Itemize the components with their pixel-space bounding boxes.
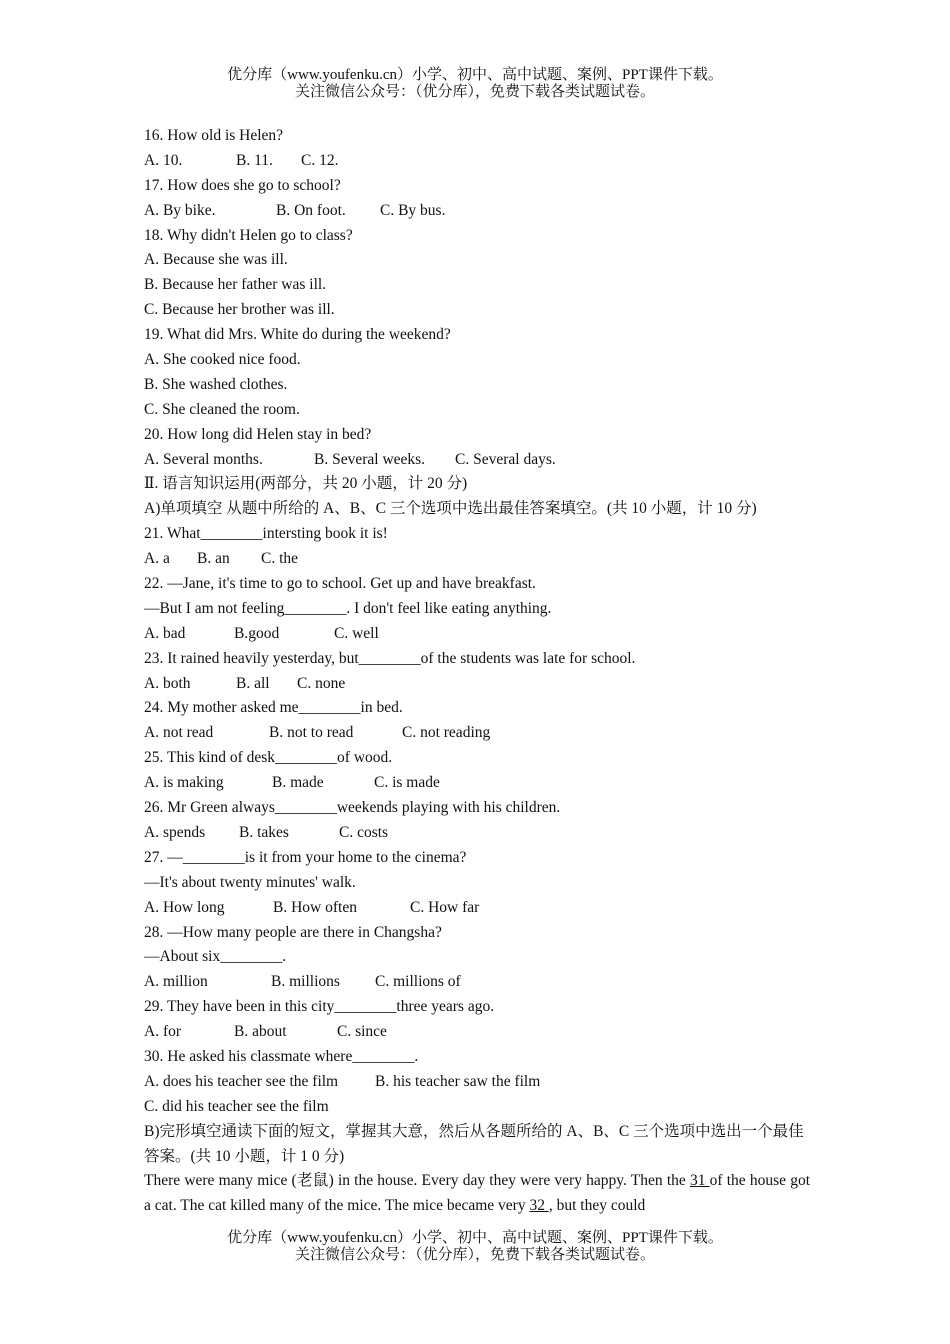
option-choice: A. does his teacher see the film xyxy=(144,1072,339,1090)
options-row xyxy=(144,970,810,995)
question-line: A. Because she was ill. xyxy=(144,251,288,269)
question-line: 26. Mr Green always________weekends playing with his children. xyxy=(144,799,561,817)
passage-text-1: There were many mice (老鼠) in the house. Every day they were very happy. Then the xyxy=(144,1172,690,1190)
passage-text-2: of the house got a cat. The cat killed many of the mice. The mice became very xyxy=(144,1172,810,1215)
option-choice: B. about xyxy=(234,1023,287,1041)
question-line: 22. —Jane, it's time to go to school. Get up and have breakfast. xyxy=(144,575,536,593)
question-line: 29. They have been in this city________three years ago. xyxy=(144,998,495,1016)
footer-line-2: 关注微信公众号：（优分库），免费下载各类试题试卷。 xyxy=(294,1247,655,1263)
option-choice: B.good xyxy=(234,624,280,642)
question-line: C. did his teacher see the film xyxy=(144,1097,329,1115)
option-choice: C. is made xyxy=(374,774,440,792)
option-choice: C. 12. xyxy=(301,151,339,169)
question-line: A. She cooked nice food. xyxy=(144,351,301,369)
option-choice: C. the xyxy=(261,550,299,568)
passage-text-3: , but they could xyxy=(548,1197,646,1215)
question-line: 30. He asked his classmate where________. xyxy=(144,1047,419,1065)
option-choice: B. an xyxy=(197,550,230,568)
option-choice: C. none xyxy=(297,674,346,692)
options-row xyxy=(144,721,810,746)
page-header xyxy=(0,67,950,101)
option-choice: A. 10. xyxy=(144,151,183,169)
option-choice: A. is making xyxy=(144,774,224,792)
options-row xyxy=(144,547,810,572)
options-row xyxy=(144,622,810,647)
options-row xyxy=(144,448,810,473)
exam-content xyxy=(144,124,810,1219)
blank-31: 31 xyxy=(689,1172,710,1190)
option-choice: B. takes xyxy=(239,823,289,841)
option-choice: C. costs xyxy=(339,823,389,841)
section-b-intro: B)完形填空通读下面的短文，掌握其大意，然后从各题所给的 A、B、C 三个选项中选出一个最佳答案。(共 10 小题，计 1 0 分) xyxy=(144,1122,804,1165)
option-choice: B. his teacher saw the film xyxy=(375,1072,541,1090)
option-choice: A. for xyxy=(144,1023,182,1041)
option-choice: C. Several days. xyxy=(455,450,556,468)
option-choice: B. 11. xyxy=(236,151,273,169)
option-choice: C. not reading xyxy=(402,724,491,742)
options-row xyxy=(144,1070,810,1095)
footer-line-1: 优分库（www.youfenku.cn）小学、初中、高中试题、案例、PPT课件下载。 xyxy=(227,1230,723,1246)
page-footer xyxy=(0,1230,950,1264)
question-line: —But I am not feeling________. I don't feel like eating anything. xyxy=(144,599,552,617)
question-line: A)单项填空 从题中所给的 A、B、C 三个选项中选出最佳答案填空。(共 10 小题，计 10 分) xyxy=(144,500,757,518)
option-choice: C. By bus. xyxy=(380,201,446,219)
option-choice: B. all xyxy=(236,674,270,692)
option-choice: B. made xyxy=(272,774,324,792)
options-row xyxy=(144,896,810,921)
options-row xyxy=(144,672,810,697)
question-line: B. Because her father was ill. xyxy=(144,276,327,294)
question-line: 18. Why didn't Helen go to class? xyxy=(144,226,353,244)
options-row xyxy=(144,821,810,846)
option-choice: A. not read xyxy=(144,724,214,742)
question-line: 19. What did Mrs. White do during the weekend? xyxy=(144,326,451,344)
option-choice: C. since xyxy=(337,1023,387,1041)
option-choice: B. not to read xyxy=(269,724,354,742)
question-line: 25. This kind of desk________of wood. xyxy=(144,749,393,767)
question-line: C. She cleaned the room. xyxy=(144,400,300,418)
option-choice: C. well xyxy=(334,624,379,642)
option-choice: B. On foot. xyxy=(276,201,346,219)
question-line: 16. How old is Helen? xyxy=(144,127,284,144)
question-line: 27. —________is it from your home to the cinema? xyxy=(144,848,467,866)
options-row xyxy=(144,199,810,224)
header-line-2: 关注微信公众号：（优分库），免费下载各类试题试卷。 xyxy=(294,84,655,100)
question-line: B. She washed clothes. xyxy=(144,375,288,393)
options-row xyxy=(144,771,810,796)
blank-32: 32 xyxy=(529,1197,549,1215)
question-list xyxy=(144,124,810,1120)
cloze-passage xyxy=(144,1169,810,1219)
option-choice: C. How far xyxy=(410,898,480,916)
question-line: —It's about twenty minutes' walk. xyxy=(144,873,356,891)
option-choice: A. a xyxy=(144,550,170,568)
option-choice: A. By bike. xyxy=(144,201,216,219)
question-line: Ⅱ. 语言知识运用(两部分，共 20 小题，计 20 分) xyxy=(144,475,468,493)
option-choice: B. millions xyxy=(271,973,340,991)
option-choice: A. spends xyxy=(144,823,206,841)
option-choice: B. How often xyxy=(273,898,357,916)
question-line: 28. —How many people are there in Changsha? xyxy=(144,923,442,941)
question-line: 23. It rained heavily yesterday, but________of the students was late for school. xyxy=(144,649,636,667)
question-line: —About six________. xyxy=(144,948,287,966)
option-choice: A. Several months. xyxy=(144,450,263,468)
option-choice: B. Several weeks. xyxy=(314,450,426,468)
question-line: 20. How long did Helen stay in bed? xyxy=(144,425,372,443)
header-line-1: 优分库（www.youfenku.cn）小学、初中、高中试题、案例、PPT课件下载。 xyxy=(227,67,723,83)
options-row xyxy=(144,149,810,174)
option-choice: A. How long xyxy=(144,898,225,916)
option-choice: A. bad xyxy=(144,624,186,642)
question-line: C. Because her brother was ill. xyxy=(144,301,335,319)
option-choice: A. million xyxy=(144,973,208,991)
option-choice: A. both xyxy=(144,674,191,692)
question-line: 21. What________intersting book it is! xyxy=(144,525,388,543)
options-row xyxy=(144,1020,810,1045)
option-choice: C. millions of xyxy=(375,973,461,991)
question-line: 24. My mother asked me________in bed. xyxy=(144,699,403,717)
question-line: 17. How does she go to school? xyxy=(144,176,341,194)
